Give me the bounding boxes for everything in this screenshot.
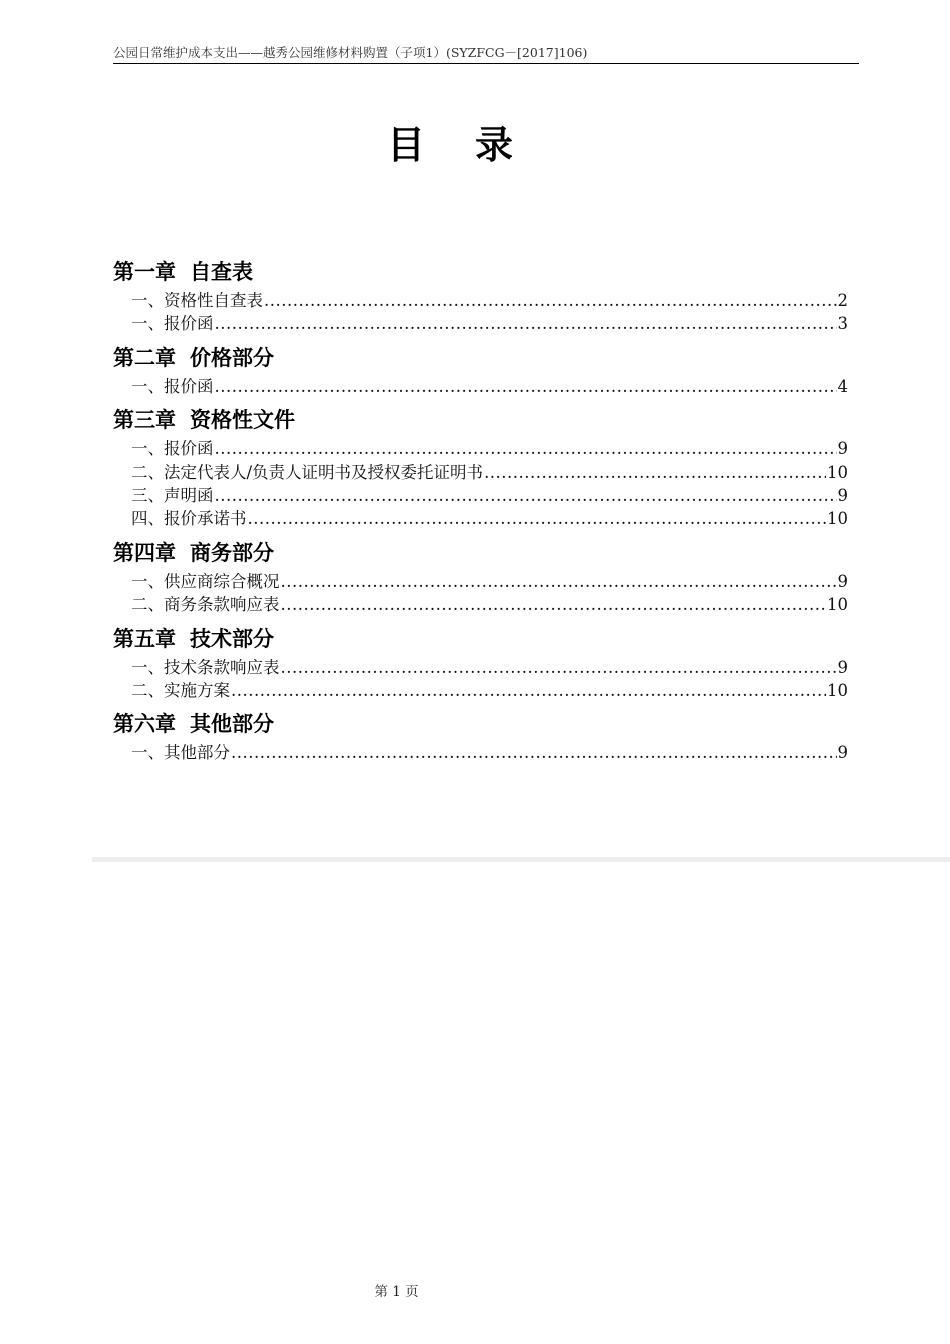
entry-page: 10 bbox=[827, 681, 848, 701]
toc-entry[interactable] bbox=[113, 375, 848, 398]
entry-label: 二、实施方案 bbox=[131, 681, 230, 701]
toc-entry[interactable] bbox=[113, 570, 848, 593]
chapter-title: 其他部分 bbox=[190, 712, 274, 737]
entry-label: 一、报价函 bbox=[131, 376, 214, 396]
entry-label: 四、报价承诺书 bbox=[131, 509, 247, 529]
dot-leader bbox=[215, 484, 837, 507]
toc-entry[interactable] bbox=[113, 593, 848, 616]
entry-label: 一、供应商综合概况 bbox=[131, 571, 280, 591]
entry-page: 10 bbox=[827, 595, 848, 615]
chapter-title: 自查表 bbox=[190, 260, 253, 284]
toc-entry[interactable] bbox=[113, 437, 848, 460]
toc-entry[interactable] bbox=[113, 312, 848, 335]
entry-page: 3 bbox=[837, 314, 848, 334]
toc-chapter-4[interactable] bbox=[113, 539, 848, 567]
page-title: 目录 bbox=[386, 123, 563, 167]
entry-page: 9 bbox=[837, 571, 848, 591]
toc-entry[interactable] bbox=[113, 656, 848, 679]
chapter-number: 第五章 bbox=[113, 626, 176, 651]
entry-page: 10 bbox=[827, 462, 848, 482]
table-of-contents bbox=[113, 258, 848, 765]
entry-page: 2 bbox=[837, 291, 848, 310]
dot-leader bbox=[231, 741, 837, 764]
chapter-title: 商务部分 bbox=[190, 540, 274, 565]
toc-entry[interactable] bbox=[113, 461, 848, 484]
entry-page: 9 bbox=[837, 439, 848, 459]
dot-leader bbox=[281, 570, 837, 593]
entry-page: 4 bbox=[837, 376, 848, 396]
entry-label: 一、技术条款响应表 bbox=[131, 657, 280, 677]
entry-label: 三、声明函 bbox=[131, 486, 214, 506]
toc-chapter-6[interactable] bbox=[113, 710, 848, 738]
entry-page: 10 bbox=[827, 509, 848, 529]
page-separator bbox=[92, 857, 950, 862]
chapter-number: 第二章 bbox=[113, 345, 176, 370]
dot-leader bbox=[215, 375, 837, 398]
dot-leader bbox=[231, 679, 826, 702]
toc-entry[interactable] bbox=[113, 507, 848, 530]
entry-label: 一、资格性自查表 bbox=[131, 291, 263, 310]
page-footer bbox=[0, 1280, 793, 1300]
toc-entry[interactable] bbox=[113, 741, 848, 764]
chapter-title: 价格部分 bbox=[190, 345, 274, 370]
entry-label: 二、法定代表人/负责人证明书及授权委托证明书 bbox=[131, 462, 484, 482]
toc-entry[interactable] bbox=[113, 484, 848, 507]
entry-label: 一、报价函 bbox=[131, 439, 214, 459]
dot-leader bbox=[215, 437, 837, 460]
toc-chapter-1[interactable] bbox=[113, 258, 848, 286]
chapter-title: 技术部分 bbox=[190, 626, 274, 651]
toc-entry[interactable] bbox=[113, 679, 848, 702]
dot-leader bbox=[264, 289, 837, 312]
toc-chapter-5[interactable] bbox=[113, 625, 848, 653]
dot-leader bbox=[484, 461, 826, 484]
chapter-number: 第三章 bbox=[113, 408, 176, 433]
toc-chapter-3[interactable] bbox=[113, 406, 848, 434]
chapter-number: 第一章 bbox=[113, 260, 176, 284]
header-text: 公园日常维护成本支出——越秀公园维修材料购置（子项1）(SYZFCG－[2017]106) bbox=[113, 45, 588, 60]
entry-page: 9 bbox=[837, 486, 848, 506]
entry-label: 二、商务条款响应表 bbox=[131, 595, 280, 615]
chapter-title: 资格性文件 bbox=[190, 408, 295, 433]
dot-leader bbox=[215, 312, 837, 335]
entry-page: 9 bbox=[837, 657, 848, 677]
chapter-number: 第四章 bbox=[113, 540, 176, 565]
entry-page: 9 bbox=[837, 743, 848, 763]
toc-entry[interactable] bbox=[113, 289, 848, 312]
chapter-number: 第六章 bbox=[113, 712, 176, 737]
dot-leader bbox=[281, 593, 827, 616]
entry-label: 一、其他部分 bbox=[131, 743, 230, 763]
dot-leader bbox=[248, 507, 827, 530]
page-header bbox=[113, 45, 859, 64]
dot-leader bbox=[281, 656, 837, 679]
toc-chapter-2[interactable] bbox=[113, 344, 848, 372]
entry-label: 一、报价函 bbox=[131, 314, 214, 334]
page-number: 第 1 页 bbox=[374, 1284, 419, 1300]
